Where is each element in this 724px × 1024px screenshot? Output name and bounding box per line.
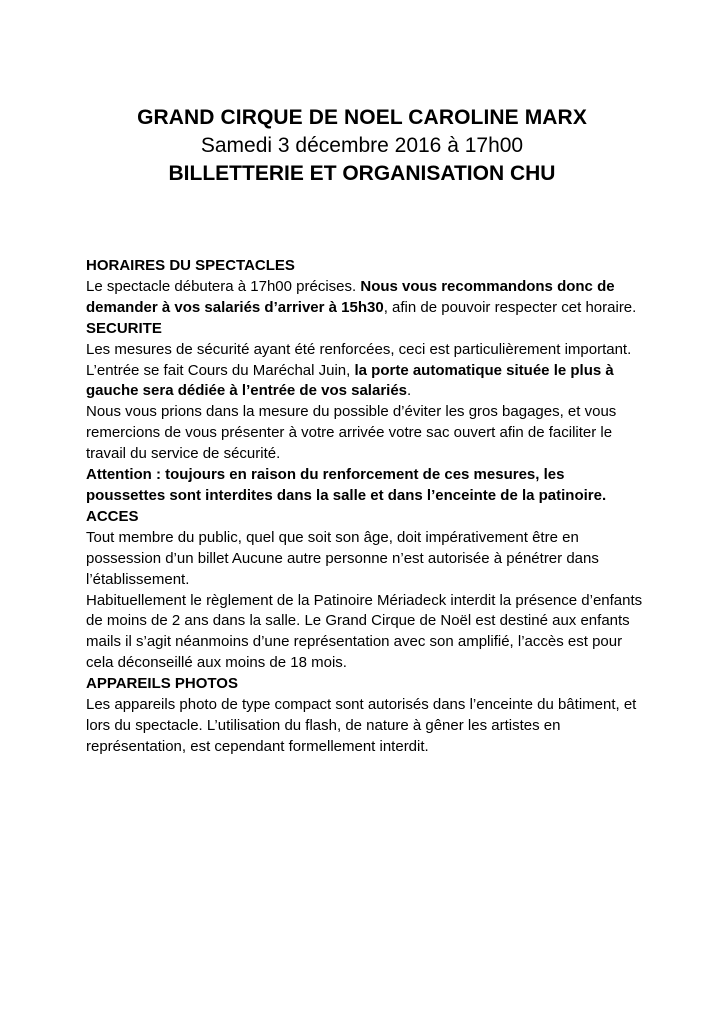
bold-text: la porte automatique située le plus à gauche sera dédiée à l’entrée de vos salariés: [86, 361, 614, 400]
paragraph-securite-2: [86, 361, 646, 403]
text-span: , afin de pouvoir respecter cet horaire.: [383, 298, 637, 316]
text-span: L’entrée se fait Cours du Maréchal Juin,: [86, 361, 355, 379]
section-title-securite: SECURITE: [86, 319, 162, 337]
text-span: .: [407, 382, 412, 400]
paragraph-acces-1: Tout membre du public, quel que soit son âge, doit impérativement être en possession d’un billet Aucune autre personne n’est autorisée à pénétrer dans l’établissement.: [86, 528, 599, 588]
section-title-appareils: APPAREILS PHOTOS: [86, 675, 238, 693]
paragraph-securite-3: Nous vous prions dans la mesure du possible d’éviter les gros bagages, et vous remercions de vous présenter à votre arrivée votre sac ouvert afin de faciliter le travail du service de sécurité.: [86, 403, 617, 463]
document-body: [86, 256, 646, 758]
paragraph-securite-4: [86, 465, 646, 507]
document-title: GRAND CIRQUE DE NOEL CAROLINE MARX: [137, 106, 587, 129]
paragraph-acces-2: Habituellement le règlement de la Patinoire Mériadeck interdit la présence d’enfants de moins de 2 ans dans la salle. Le Grand Cirque de Noël est destiné aux enfants mails il s’agit néanmoins d’une représentation avec son amplifié, l’accès est pour cela déconseillé aux moins de 18 mois.: [86, 591, 643, 672]
paragraph-horaires: [86, 277, 646, 319]
document-subtitle: BILLETTERIE ET ORGANISATION CHU: [168, 162, 556, 185]
paragraph-appareils: Les appareils photo de type compact sont autorisés dans l’enceinte du bâtiment, et lors du spectacle. L’utilisation du flash, de nature à gêner les artistes en représentation, est cependant formellement interdit.: [86, 696, 637, 755]
paragraph-securite-1: Les mesures de sécurité ayant été renforcées, ceci est particulièrement important.: [86, 340, 632, 358]
section-title-horaires: HORAIRES DU SPECTACLES: [86, 257, 295, 274]
document-header: [0, 104, 724, 188]
section-title-acces: ACCES: [86, 507, 139, 525]
text-span: Le spectacle débutera à 17h00 précises.: [86, 277, 361, 295]
bold-text: Nous vous recommandons donc de demander à vos salariés d’arriver à 15h30: [86, 277, 615, 316]
bold-text: Attention : toujours en raison du renforcement de ces mesures, les poussettes sont interdites dans la salle et dans l’enceinte de la patinoire.: [86, 466, 607, 504]
event-date: Samedi 3 décembre 2016 à 17h00: [200, 134, 524, 157]
